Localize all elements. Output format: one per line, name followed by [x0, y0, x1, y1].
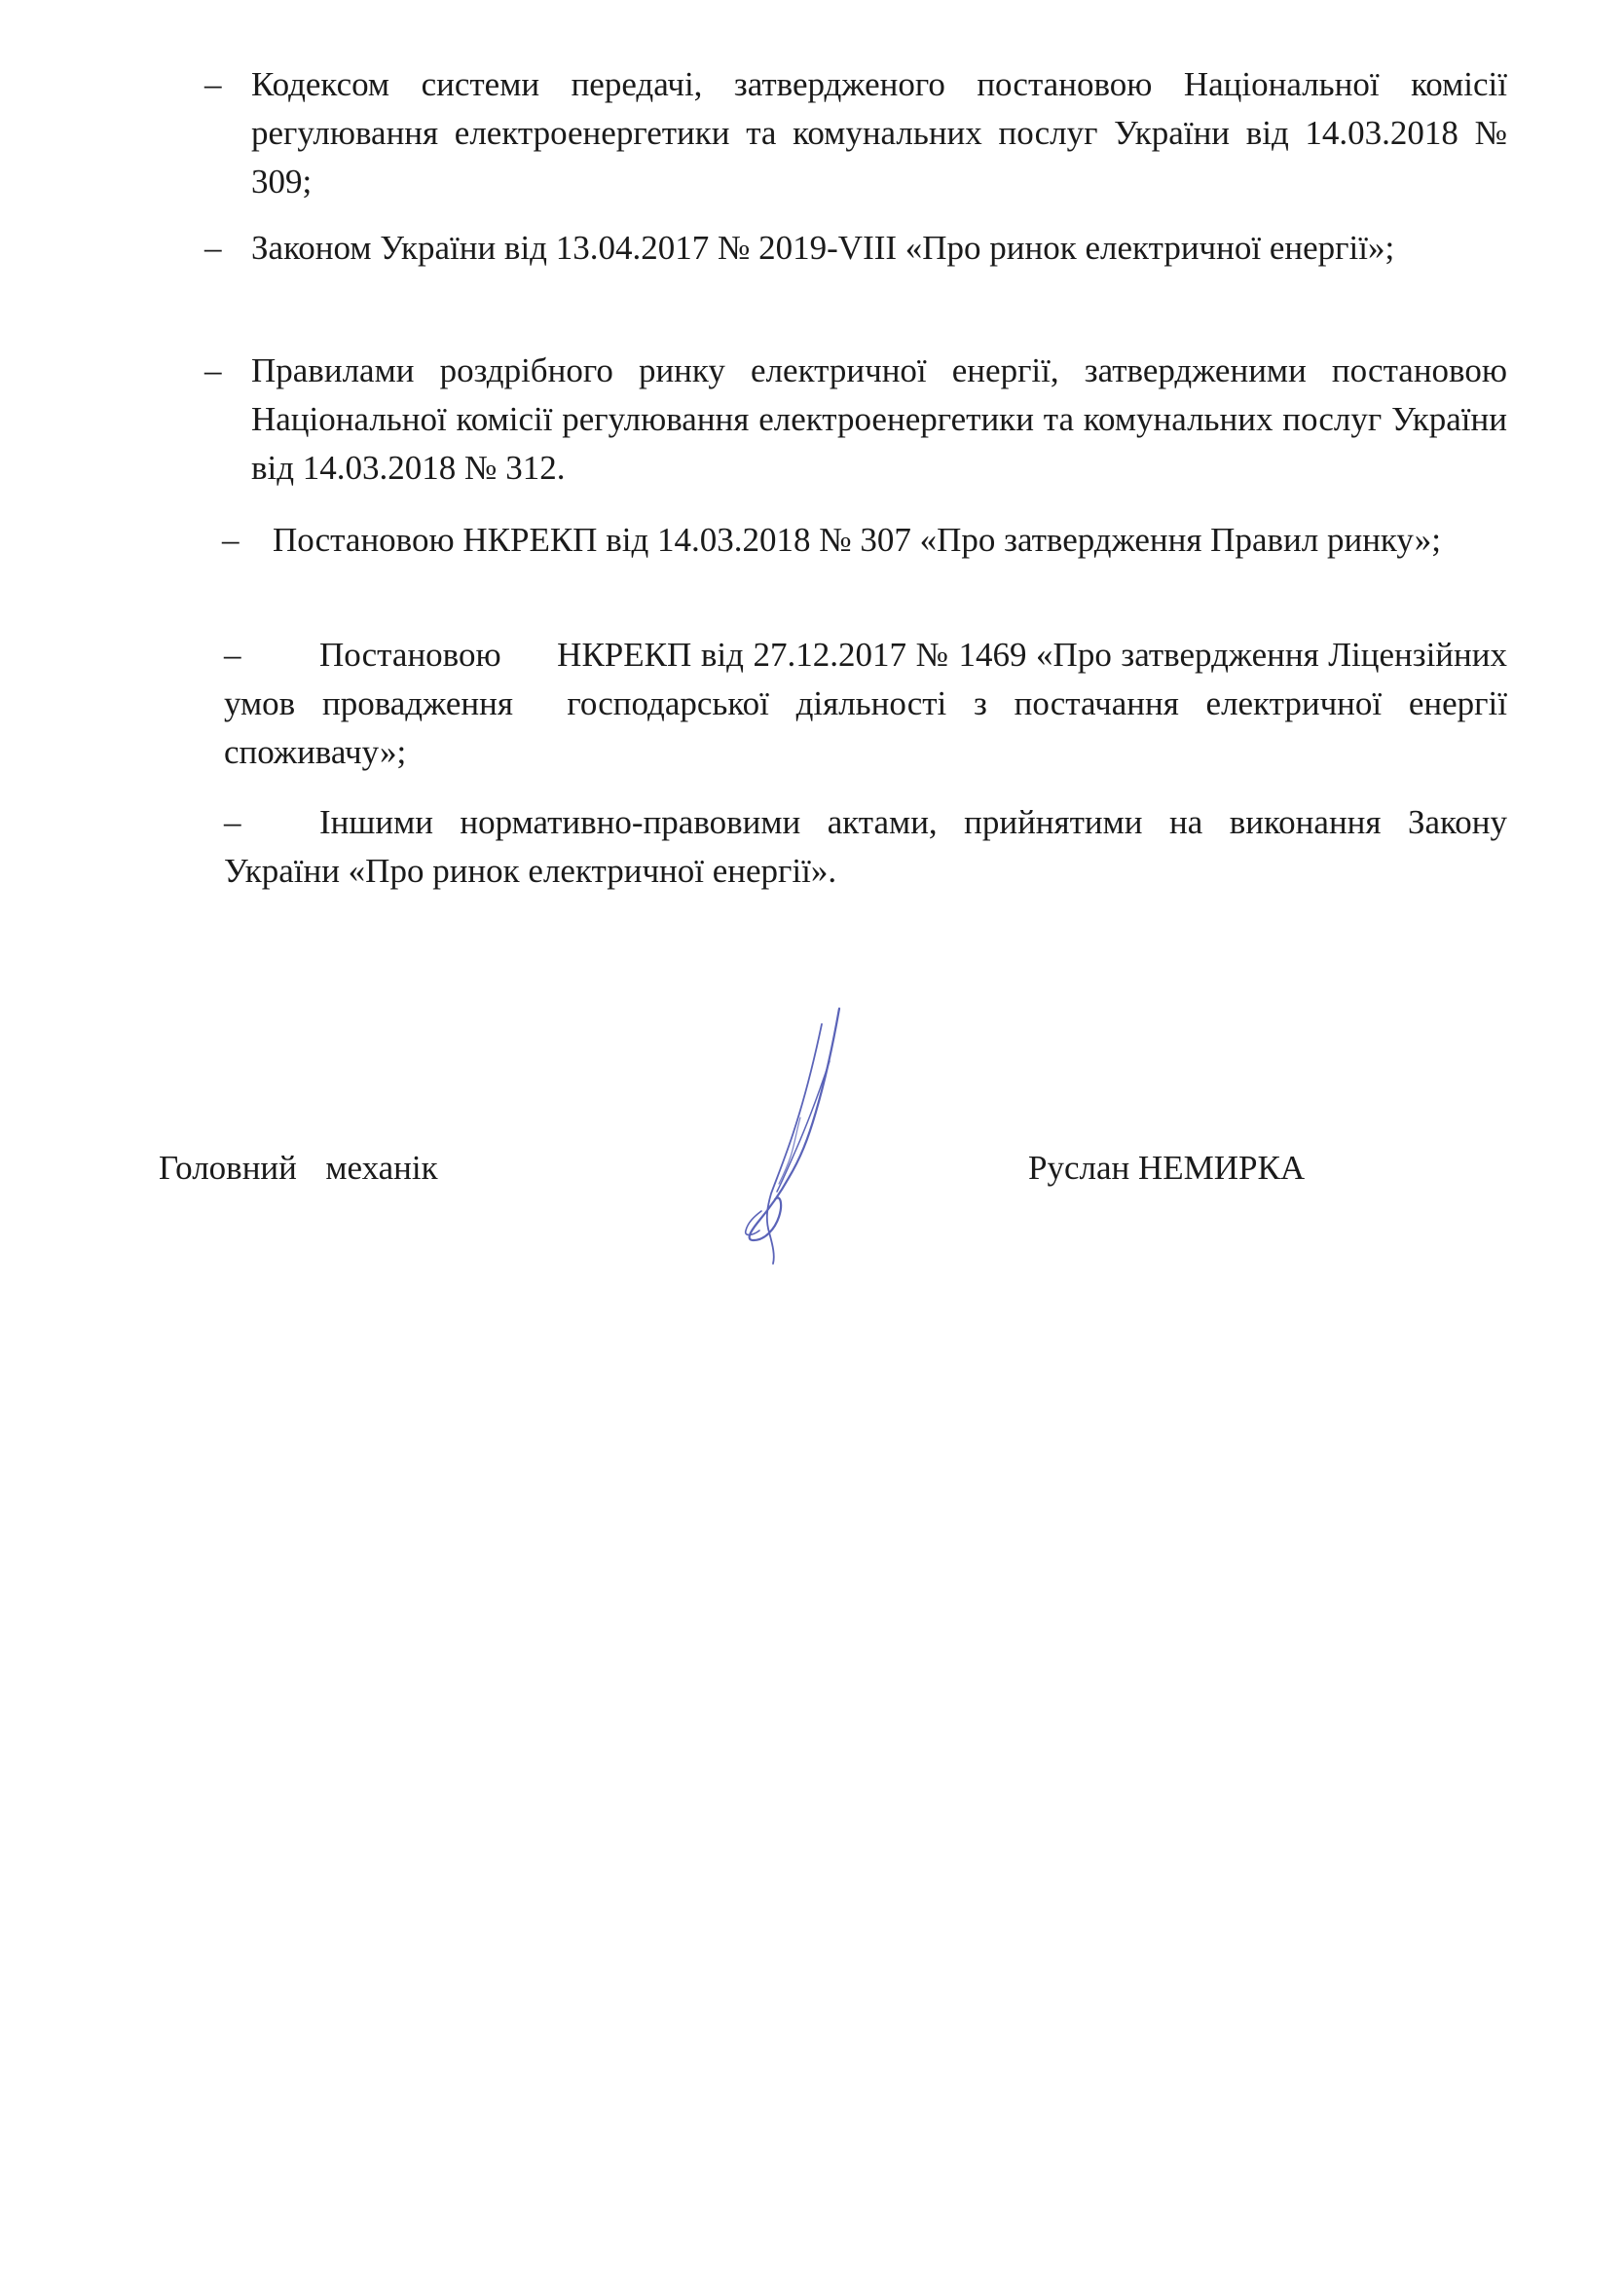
list-item: [224, 798, 1507, 896]
handwritten-signature: [732, 1003, 859, 1266]
list-dash: –: [204, 65, 222, 103]
list-item: [204, 347, 1507, 493]
list-item: [204, 60, 1507, 206]
list-dash: –: [204, 351, 222, 389]
list-dash: –: [224, 636, 241, 674]
list-item-text: Іншими нормативно-правовими актами, прийнятими на виконання Закону України «Про ринок електричної енергії».: [224, 803, 1507, 890]
list-item-text: Постановою НКРЕКП від 14.03.2018 № 307 «Про затвердження Правил ринку»;: [273, 521, 1442, 559]
list-item: [222, 516, 1507, 565]
list-item-text: Кодексом системи передачі, затвердженого постановою Національної комісії регулювання електроенергетики та комунальних послуг України від 14.03.2018 № 309;: [251, 65, 1507, 201]
list-dash: –: [204, 229, 222, 267]
list-item-text: Законом України від 13.04.2017 № 2019-VIII «Про ринок електричної енергії»;: [251, 229, 1395, 267]
position-title: Головний механік: [159, 1149, 438, 1187]
list-dash: –: [224, 803, 241, 841]
list-item-text: Правилами роздрібного ринку електричної енергії, затвердженими постановою Національної комісії регулювання електроенергетики та комунальних послуг України від 14.03.2018 № 312.: [251, 351, 1507, 487]
list-item: [204, 224, 1507, 273]
list-dash: –: [222, 521, 240, 559]
list-item-text: Постановою НКРЕКП від 27.12.2017 № 1469 «Про затвердження Ліцензійних умов провадження господарської діяльності з постачання електричної енергії споживачу»;: [224, 636, 1516, 771]
list-item: [224, 631, 1516, 777]
signer-name: Руслан НЕМИРКА: [1028, 1149, 1306, 1187]
